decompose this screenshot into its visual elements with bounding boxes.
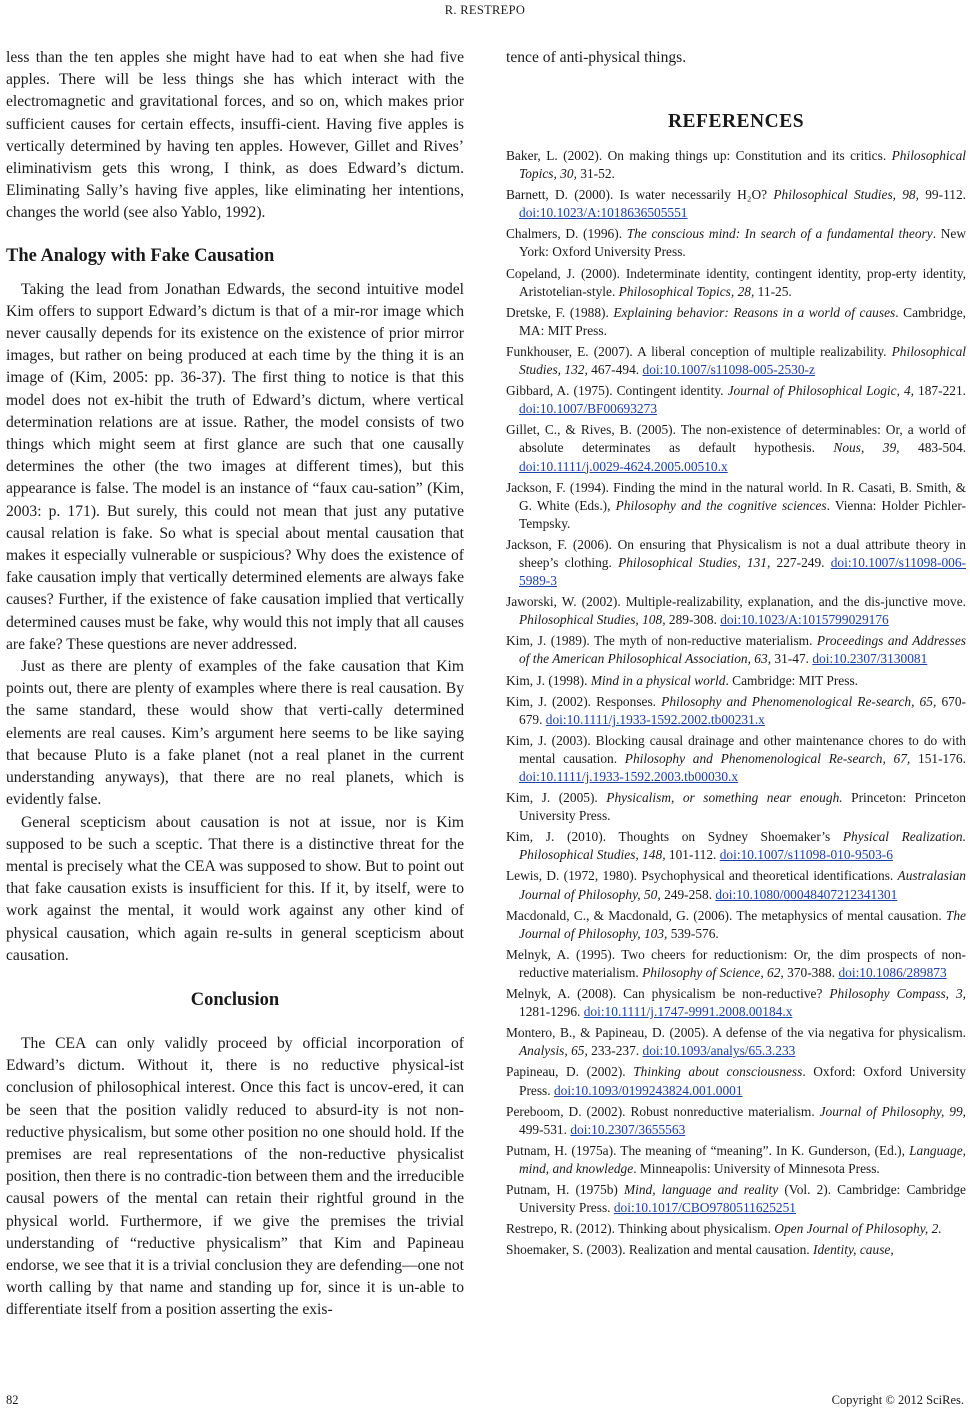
reference-item xyxy=(506,693,966,729)
reference-details: 11-25. xyxy=(754,283,792,299)
doi-link[interactable]: doi:10.1093/analys/65.3.233 xyxy=(642,1043,796,1059)
doi-link[interactable]: doi:10.2307/3655563 xyxy=(570,1121,686,1137)
reference-item xyxy=(506,672,966,690)
reference-item xyxy=(506,1024,966,1060)
doi-link[interactable]: doi:10.1086/289873 xyxy=(838,964,947,980)
reference-text: Gillet, C., & Rives, B. (2005). The non-existence of determinables: Or, a world of absolute determinates as default hypothesis. xyxy=(506,422,966,456)
reference-item xyxy=(506,382,966,418)
reference-item xyxy=(506,907,966,943)
reference-details: . Minneapolis: University of Minnesota Press. xyxy=(633,1160,880,1176)
doi-link[interactable]: doi:10.1023/A:1015799029176 xyxy=(720,612,889,628)
reference-source: Philosophical Studies, 131, xyxy=(618,554,771,570)
reference-item xyxy=(506,985,966,1021)
reference-text: Copeland, J. (2000). Indeterminate identity, contingent identity, prop-erty identity, Aristotelian-style. xyxy=(506,265,966,299)
reference-details: 227-249. xyxy=(770,554,831,570)
doi-link[interactable]: doi:10.2307/3130081 xyxy=(812,651,928,667)
reference-item xyxy=(506,867,966,903)
running-head: R. RESTREPO xyxy=(444,3,526,17)
reference-item xyxy=(506,536,966,590)
reference-details: 101-112. xyxy=(665,847,720,863)
reference-details: 249-258. xyxy=(660,886,716,902)
paragraph-tail: tence of anti-physical things. xyxy=(506,49,687,66)
reference-text: Chalmers, D. (1996). xyxy=(506,226,627,242)
reference-item xyxy=(506,828,966,864)
reference-details: 670-679. xyxy=(519,693,966,727)
reference-item xyxy=(506,1103,966,1139)
reference-details: 31-47. xyxy=(771,651,813,667)
section-heading-analogy: The Analogy with Fake Causation xyxy=(6,245,275,266)
reference-text: Baker, L. (2002). On making things up: Constitution and its critics. xyxy=(506,148,892,163)
reference-text: Kim, J. (1998). xyxy=(506,672,591,688)
copyright-notice: Copyright © 2012 SciRes. xyxy=(831,1393,964,1407)
reference-source: Journal of Philosophy, 99, xyxy=(819,1103,966,1119)
doi-link[interactable]: doi:10.1007/s11098-006-5989-3 xyxy=(519,554,966,589)
reference-item xyxy=(506,225,966,261)
reference-details: 99-112. xyxy=(918,187,967,203)
reference-details: 289-308. xyxy=(665,612,721,628)
reference-details: 151-176. xyxy=(910,750,966,766)
doi-link[interactable]: doi:10.1007/s11098-010-9503-6 xyxy=(719,847,893,863)
doi-link[interactable]: doi:10.1111/j.1933-1592.2003.tb00030.x xyxy=(519,769,739,784)
references-heading: REFERENCES xyxy=(667,111,805,132)
reference-text: Melnyk, A. (1995). Two cheers for reductionism: Or, the dim prospects of non-reductive materialism. xyxy=(506,946,966,980)
page-number: 82 xyxy=(6,1393,19,1407)
reference-source: Physical Realization. Philosophical Studies, 148, xyxy=(519,829,966,863)
reference-item xyxy=(506,479,966,533)
reference-source: Philosophy of Science, 62, xyxy=(642,964,784,980)
reference-item xyxy=(506,593,966,629)
reference-source: Identity, cause, xyxy=(813,1242,894,1258)
reference-text: Jackson, F. (2006). On ensuring that Physicalism is not a dual attribute theory in sheep’s clothing. xyxy=(506,536,966,570)
reference-source: Philosophical Studies, 98, xyxy=(773,187,919,203)
reference-details: 31-52. xyxy=(576,166,615,182)
reference-source: Proceedings and Addresses of the American Philosophical Association, 63, xyxy=(519,633,966,667)
doi-link[interactable]: doi:10.1017/CBO9780511625251 xyxy=(613,1200,797,1216)
reference-item xyxy=(506,421,966,475)
reference-source: Philosophy and Phenomenological Re-search, 67, xyxy=(624,750,911,766)
reference-details: 233-237. xyxy=(587,1043,643,1059)
reference-item xyxy=(506,1181,966,1217)
reference-item xyxy=(506,186,966,222)
reference-source: Philosophical Studies, 132, xyxy=(519,343,966,378)
reference-text: Papineau, D. (2002). xyxy=(506,1064,634,1080)
reference-item xyxy=(506,1220,966,1238)
reference-text: Melnyk, A. (2008). Can physicalism be non-reductive? xyxy=(506,986,830,1002)
reference-item xyxy=(506,265,966,301)
reference-text: Kim, J. (1989). The myth of non-reductive materialism. xyxy=(506,633,817,649)
reference-details: . New York: Oxford University Press. xyxy=(519,226,966,260)
reference-source: Explaining behavior: Reasons in a world of causes xyxy=(613,304,896,320)
reference-source: Philosophy and Phenomenological Re-search, 65, xyxy=(661,693,937,709)
reference-item xyxy=(506,946,966,982)
reference-source: The conscious mind: In search of a fundamental theory xyxy=(626,226,933,242)
reference-item xyxy=(506,147,966,183)
reference-text: Kim, J. (2005). xyxy=(506,790,607,806)
reference-text: Putnam, H. (1975a). The meaning of “meaning”. In K. Gunderson, (Ed.), xyxy=(506,1142,910,1158)
right-column xyxy=(506,47,966,1262)
reference-text: Lewis, D. (1972, 1980). Psychophysical and theoretical identifications. xyxy=(506,868,898,884)
left-column xyxy=(6,47,464,1322)
doi-link[interactable]: doi:10.1007/BF00693273 xyxy=(519,401,658,417)
reference-text: Restrepo, R. (2012). Thinking about physicalism. xyxy=(506,1221,775,1237)
reference-text: Gibbard, A. (1975). Contingent identity. xyxy=(506,383,728,399)
reference-details: Princeton: Princeton University Press. xyxy=(519,790,966,824)
paragraph-continuation: less than the ten apples she might have had to eat when she had five apples. There will be less things she has which interact with the electromagnetic and gravitational forces, and so on, which makes prior sufficient causes for certain effects, insuffi-cient. Having five apples is vertically determined by having ten apples. However, Gillet and Rives’ eliminativism gets this wrong, I think, as does Edward’s dictum. Eliminating Sally’s having five apples, like eliminating her intentions, changes the world (see also Yablo, 1992). xyxy=(6,49,464,222)
reference-source: Australasian Journal of Philosophy, 50, xyxy=(519,868,966,902)
reference-source: Mind, language and reality xyxy=(623,1181,779,1197)
paragraph-general-scepticism: General scepticism about causation is not at issue, nor is Kim supposed to be such a sceptic. That there is a distinctive threat for the mental is precisely what the CEA was supposed to show. But to point out that fake causation exists is insufficient for this. If it, by itself, were to work against the mental, it would work against any other kind of physical causation, which again re-sults in general scepticism about causation. xyxy=(6,813,464,964)
reference-source: Philosophy and the cognitive sciences xyxy=(615,497,827,513)
reference-details: . Cambridge: MIT Press. xyxy=(725,672,859,688)
reference-source: Analysis, 65, xyxy=(519,1043,588,1059)
reference-text: Macdonald, C., & Macdonald, G. (2006). The metaphysics of mental causation. xyxy=(506,907,946,923)
reference-item xyxy=(506,343,966,379)
reference-details: 483-504. xyxy=(899,440,966,456)
doi-link[interactable]: doi:10.1093/0199243824.001.0001 xyxy=(553,1082,743,1098)
reference-source: Philosophical Studies, 108, xyxy=(519,612,666,628)
reference-source: Philosophy Compass, 3, xyxy=(829,986,966,1002)
reference-text: Dretske, F. (1988). xyxy=(506,304,614,320)
reference-details: . Oxford: Oxford University Press. xyxy=(519,1064,966,1098)
reference-item xyxy=(506,1241,966,1259)
reference-item xyxy=(506,1142,966,1178)
reference-details: (Vol. 2). Cambridge: Cambridge University Press. xyxy=(519,1181,966,1216)
reference-text: Putnam, H. (1975b) xyxy=(506,1181,624,1197)
reference-source: Journal of Philosophical Logic, 4, xyxy=(727,383,914,399)
reference-item xyxy=(506,732,966,786)
reference-item xyxy=(506,789,966,825)
reference-source: Philosophical Topics, 30, xyxy=(519,148,966,182)
reference-details: 1281-1296. xyxy=(519,1004,584,1020)
paragraph-conclusion: The CEA can only validly proceed by official incorporation of Edward’s dictum. Without it, there is no reductive physical-ist conclusion of philosophical interest. Once this fact is uncov-ered, it can be seen that the position validly reduced to absurd-ity is not non-reductive physicalism, but some other position no one should hold. If the premises are real representations of the non-reductive physicalist position, then there is no contradic-tion between them and the irreducible causal powers of the mental can retain their rightful ground in the physical world. Furthermore, if we give the premises the trivial understanding of “reductive physicalism” that Kim and Papineau endorse, we see that it is a trivial conclusion they are defending—one not worth calling by that name and standing up for, since it is un-able to differentiate itself from a position asserting the exis- xyxy=(6,1034,464,1319)
reference-text: Jaworski, W. (2002). Multiple-realizability, explanation, and the dis-junctive move. xyxy=(506,594,966,610)
reference-source: Thinking about consciousness xyxy=(633,1064,803,1080)
reference-text: Kim, J. (2010). Thoughts on Sydney Shoemaker’s xyxy=(506,829,843,845)
paragraph-mirror-image: Taking the lead from Jonathan Edwards, the second intuitive model Kim offers to support Edward’s dictum is that of a mir-ror image which never causally depends for its existence on the existence of prior mirror images, but rather on being produced at each time by the thing it is an image of (Kim, 2005: pp. 36-37). The first thing to notice is that this model does not ex-hibit the truth of Edward’s dictum, where vertical determination relations are at issue. Rather, the model consists of two things which might seem at first glance are such that one causally determines the other (the two images at different times), but this appearance is false. The model is an instance of “faux cau-sation” (Kim, 2003: p. 171). But surely, this could not mean that just any putative causal relation is fake. So what is special about mental causation that makes it especially vulnerable or suspicious? Why does the existence of fake causation imply that vertically determined elements are always fake causes? Further, if the existence of fake causation implied that vertically determined causes must be fake, why would this not imply that all causes are fake? These questions are never addressed. xyxy=(6,280,464,653)
reference-source: Open Journal of Philosophy, 2. xyxy=(774,1221,942,1237)
doi-link[interactable]: doi:10.1007/s11098-005-2530-z xyxy=(642,362,815,378)
reference-source: The Journal of Philosophy, 103, xyxy=(519,907,966,941)
reference-details: 187-221. xyxy=(914,383,966,399)
doi-link[interactable]: doi:10.1111/j.1747-9991.2008.00184.x xyxy=(583,1004,793,1020)
paragraph-real-causation: Just as there are plenty of examples of the fake causation that Kim points out, there are plenty of examples where there is real causation. By the same standard, these would show that verti-cally determined elements are real causes. Kim’s argument here seems to be like saying that because Pluto is a fake planet (not a real planet in the current understanding anyways), that there are no real planets, which is evidently false. xyxy=(6,658,464,809)
reference-source: Nous, 39, xyxy=(833,440,900,456)
doi-link[interactable]: doi:10.1080/00048407212341301 xyxy=(715,886,898,902)
section-heading-conclusion: Conclusion xyxy=(190,989,280,1010)
reference-text: Pereboom, D. (2002). Robust nonreductive materialism. xyxy=(506,1103,820,1119)
doi-link[interactable]: doi:10.1023/A:1018636505551 xyxy=(519,205,688,221)
reference-text: Barnett, D. (2000). Is water necessarily H₂O? xyxy=(506,187,774,203)
reference-source: Language, mind, and knowledge xyxy=(519,1142,966,1176)
reference-source: Mind in a physical world xyxy=(590,672,726,688)
reference-text: Shoemaker, S. (2003). Realization and mental causation. xyxy=(506,1242,813,1258)
reference-item xyxy=(506,1063,966,1099)
reference-item xyxy=(506,304,966,340)
reference-text: Kim, J. (2003). Blocking causal drainage and other maintenance chores to do with mental causation. xyxy=(506,732,966,766)
doi-link[interactable]: doi:10.1111/j.0029-4624.2005.00510.x xyxy=(519,458,728,474)
reference-details: . Cambridge, MA: MIT Press. xyxy=(519,304,966,338)
reference-source: Philosophical Topics, 28, xyxy=(618,283,755,299)
reference-source: Physicalism, or something near enough. xyxy=(606,790,843,806)
reference-text: Kim, J. (2002). Responses. xyxy=(506,693,662,709)
references-list xyxy=(506,147,966,1259)
reference-details: 467-494. xyxy=(587,362,643,378)
reference-text: Funkhouser, E. (2007). A liberal conception of multiple realizability. xyxy=(506,343,892,359)
reference-details: . Vienna: Holder Pichler-Tempsky. xyxy=(519,497,966,531)
reference-text: Jackson, F. (1994). Finding the mind in the natural world. In R. Casati, B. Smith, & G. White (Eds.), xyxy=(506,479,966,513)
reference-item xyxy=(506,632,966,668)
reference-details: 539-576. xyxy=(667,925,719,941)
reference-text: Montero, B., & Papineau, D. (2005). A defense of the via negativa for physicalism. xyxy=(506,1025,966,1041)
reference-details: 499-531. xyxy=(519,1121,571,1137)
reference-details: 370-388. xyxy=(783,964,839,980)
doi-link[interactable]: doi:10.1111/j.1933-1592.2002.tb00231.x xyxy=(545,711,765,727)
